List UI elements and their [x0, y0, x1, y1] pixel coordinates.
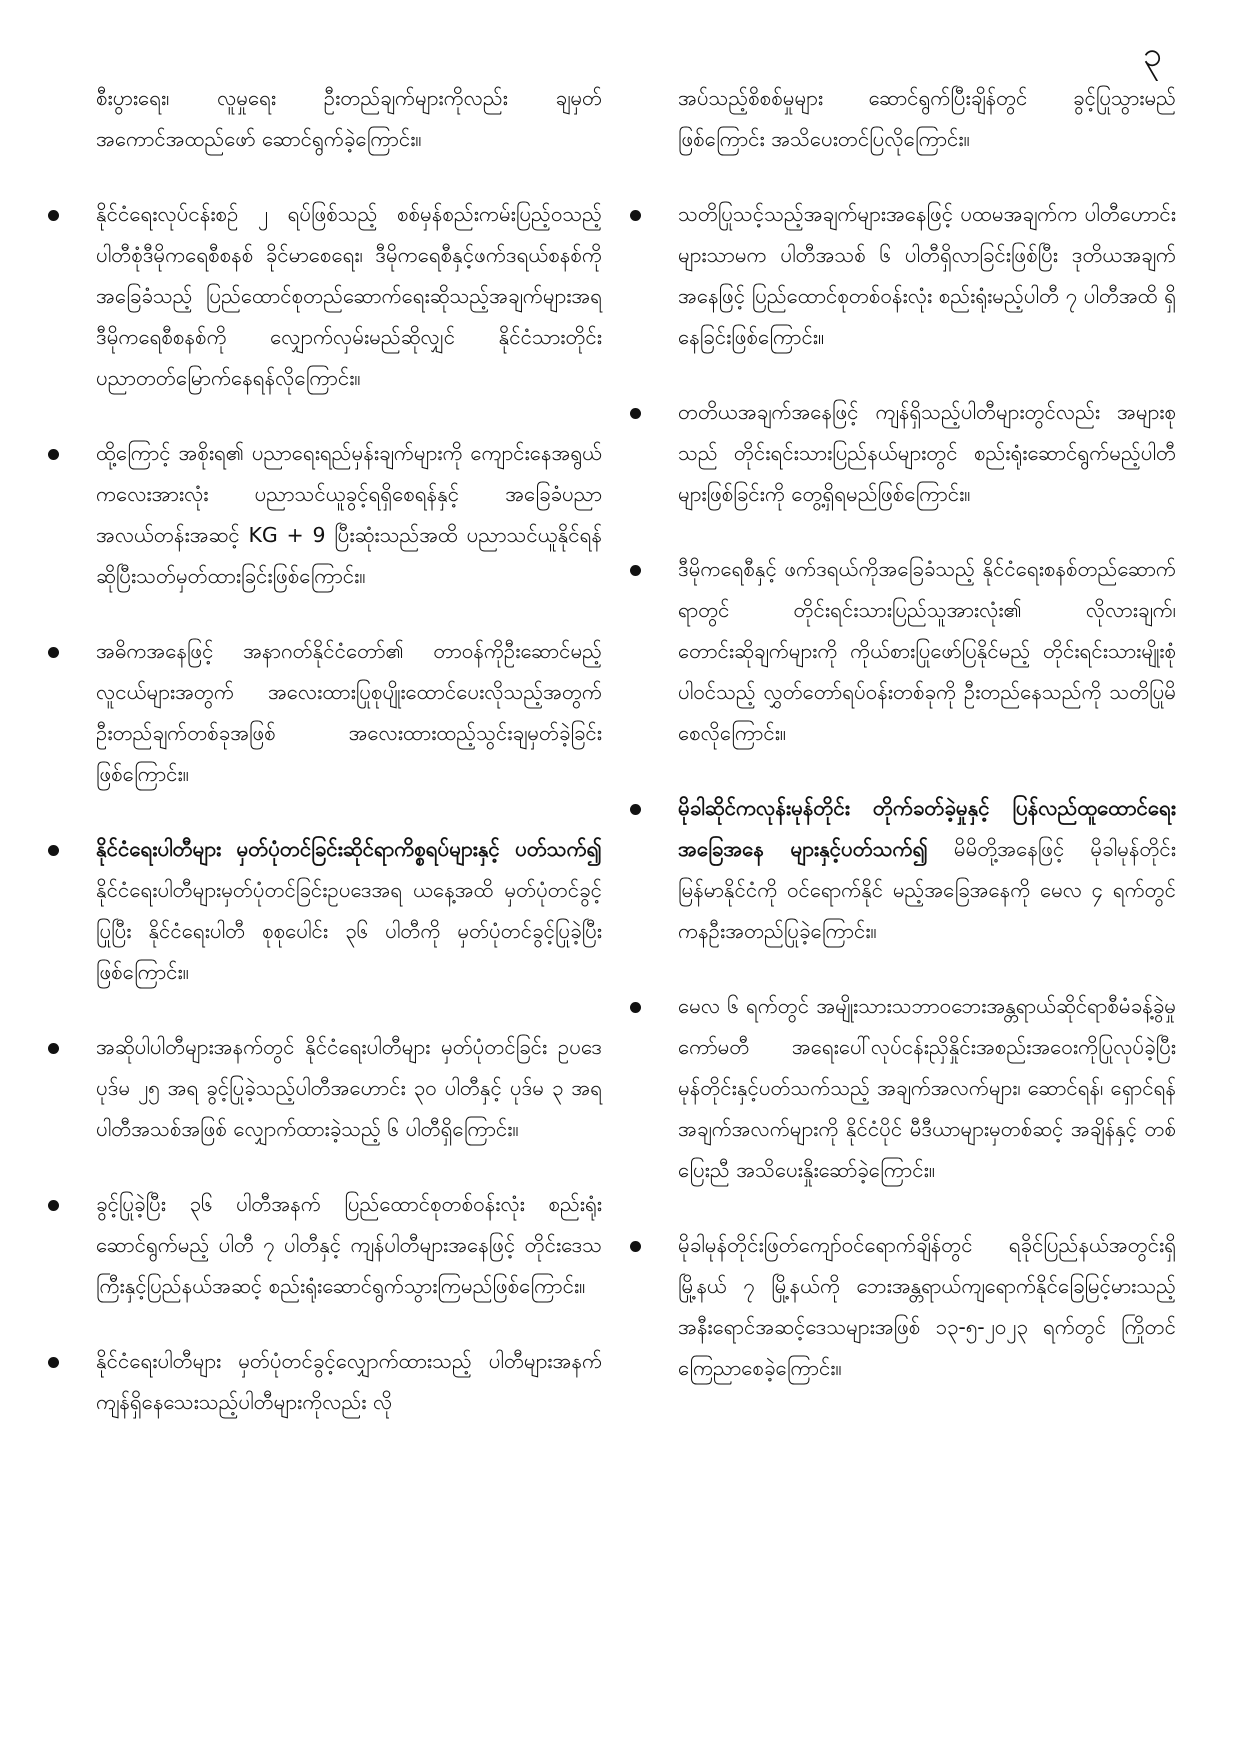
paragraph-text: တတိယအချက်အနေဖြင့် ကျန်ရှိသည့်ပါတီများတွင်လည်း အများစုသည် တိုင်းရင်းသားပြည်နယ်များတွင် စည်းရုံးဆောင်ရွက်မည့်ပါတီများဖြစ်ခြင်းကို တွေ့ရှိရမည်ဖြစ်ကြောင်း။	[678, 400, 1176, 506]
paragraph-text: အပ်သည့်စိစစ်မှုများ ဆောင်ရွက်ပြီးချိန်တွင် ခွင့်ပြုသွားမည်ဖြစ်ကြောင်း အသိပေးတင်ပြလိုကြောင်း။	[678, 86, 1176, 151]
bullet-icon	[630, 565, 641, 576]
paragraph-text: မိမိတို့အနေဖြင့် မိုခါမုန်တိုင်း မြန်မာနိုင်ငံကို ဝင်ရောက်နိုင် မည့်အခြေအနေကို မေလ ၄ ရက်တွင် ကနဦးအတည်ပြုခဲ့ကြောင်း။	[678, 837, 1176, 943]
paragraph-text: နိုင်ငံရေးလုပ်ငန်းစဉ် ၂ ရပ်ဖြစ်သည့် စစ်မှန်စည်းကမ်းပြည့်ဝသည့် ပါတီစုံဒီမိုကရေစီစနစ် ခိုင်မာစေရေး၊ ဒီမိုကရေစီနှင့်ဖက်ဒရယ်စနစ်ကိုအခြေခံသည့် ပြည်ထောင်စုတည်ဆောက်ရေးဆိုသည့်အချက်များအရ ဒီမိုကရေစီစနစ်ကို လျှောက်လှမ်းမည်ဆိုလျှင် နိုင်ငံသားတိုင်းပညာတတ်မြောက်နေရန်လိုကြောင်း။	[96, 202, 602, 390]
paragraph	[62, 78, 602, 160]
paragraph-heading: နိုင်ငံရေးပါတီများ မှတ်ပုံတင်ခြင်းဆိုင်ရာကိစ္စရပ်များနှင့် ပတ်သက်၍	[96, 837, 602, 861]
paragraph	[644, 392, 1176, 515]
bullet-icon	[48, 449, 59, 460]
bullet-icon	[48, 647, 59, 658]
paragraph-text: သတိပြုသင့်သည့်အချက်များအနေဖြင့် ပထမအချက်က ပါတီဟောင်းများသာမက ပါတီအသစ် ၆ ပါတီရှိလာခြင်းဖြစ်ပြီး ဒုတိယအချက်အနေဖြင့် ပြည်ထောင်စုတစ်ဝန်းလုံး စည်းရုံးမည့်ပါတီ ၇ ပါတီအထိ ရှိနေခြင်းဖြစ်ကြောင်း။	[678, 202, 1176, 349]
left-column	[62, 78, 602, 1718]
paragraph-text: နိုင်ငံရေးပါတီများမှတ်ပုံတင်ခြင်းဥပဒေအရ ယနေ့အထိ မှတ်ပုံတင်ခွင့်ပြုပြီး နိုင်ငံရေးပါတီ စုစုပေါင်း ၃၆ ပါတီကို မှတ်ပုံတင်ခွင့်ပြုခဲ့ပြီးဖြစ်ကြောင်း။	[96, 878, 602, 984]
paragraph-text: မိုခါမုန်တိုင်းဖြတ်ကျော်ဝင်ရောက်ချိန်တွင် ရခိုင်ပြည်နယ်အတွင်းရှိ မြို့နယ် ၇ မြို့နယ်ကို ဘေးအန္တရာယ်ကျရောက်နိုင်ခြေမြင့်မားသည့် အနီးရောင်အဆင့်ဒေသများအဖြစ် ၁၃-၅-၂၀၂၃ ရက်တွင် ကြိုတင်ကြေညာစေခဲ့ကြောင်း။	[678, 1233, 1176, 1380]
paragraph	[62, 1341, 602, 1423]
paragraph	[644, 549, 1176, 754]
paragraph	[644, 194, 1176, 358]
bullet-icon	[630, 804, 641, 815]
paragraph	[644, 788, 1176, 952]
paragraph	[644, 1225, 1176, 1389]
bullet-icon	[630, 1002, 641, 1013]
bullet-icon	[48, 1357, 59, 1368]
paragraph-text: ဒီမိုကရေစီနှင့် ဖက်ဒရယ်ကိုအခြေခံသည့် နိုင်ငံရေးစနစ်တည်ဆောက်ရာတွင် တိုင်းရင်းသားပြည်သူအားလုံး၏ လိုလားချက်၊ တောင်းဆိုချက်များကို ကိုယ်စားပြုဖော်ပြနိုင်မည့် တိုင်းရင်းသားမျိုးစုံပါဝင်သည့် လွှတ်တော်ရပ်ဝန်းတစ်ခုကို ဦးတည်နေသည်ကို သတိပြုမိစေလိုကြောင်း။	[678, 557, 1176, 745]
paragraph	[644, 78, 1176, 160]
paragraph-heading: မိုခါဆိုင်ကလုန်းမုန်တိုင်း တိုက်ခတ်ခဲ့မှုနှင့် ပြန်လည်ထူထောင်ရေးအခြေအနေ များနှင့်ပတ်သက်၍	[678, 796, 1176, 861]
two-column-body	[62, 78, 1176, 1718]
right-column	[644, 78, 1176, 1718]
paragraph	[62, 631, 602, 795]
paragraph	[62, 1027, 602, 1150]
paragraph-text: အဆိုပါပါတီများအနက်တွင် နိုင်ငံရေးပါတီများ မှတ်ပုံတင်ခြင်း ဥပဒေပုဒ်မ ၂၅ အရ ခွင့်ပြုခဲ့သည့်ပါတီအဟောင်း ၃၀ ပါတီနှင့် ပုဒ်မ ၃ အရ ပါတီအသစ်အဖြစ် လျှောက်ထားခဲ့သည့် ၆ ပါတီရှိကြောင်း။	[96, 1035, 602, 1141]
bullet-icon	[630, 210, 641, 221]
paragraph	[644, 986, 1176, 1191]
paragraph	[62, 1184, 602, 1307]
paragraph-text: စီးပွားရေး၊ လူမှုရေး ဦးတည်ချက်များကိုလည်း ချမှတ်အကောင်အထည်ဖော် ဆောင်ရွက်ခဲ့ကြောင်း။	[96, 86, 602, 151]
paragraph-text: နိုင်ငံရေးပါတီများ မှတ်ပုံတင်ခွင့်လျှောက်ထားသည့် ပါတီများအနက် ကျန်ရှိနေသေးသည့်ပါတီများကိုလည်း လို	[96, 1349, 602, 1414]
bullet-icon	[48, 210, 59, 221]
paragraph	[62, 829, 602, 993]
bullet-icon	[630, 408, 641, 419]
bullet-icon	[48, 1200, 59, 1211]
paragraph	[62, 194, 602, 399]
paragraph	[62, 433, 602, 597]
bullet-icon	[48, 845, 59, 856]
bullet-icon	[630, 1241, 641, 1252]
paragraph-text: မေလ ၆ ရက်တွင် အမျိုးသားသဘာဝဘေးအန္တရာယ်ဆိုင်ရာစီမံခန့်ခွဲမှုကော်မတီ အရေးပေါ်လုပ်ငန်းညှိနှိုင်းအစည်းအဝေးကိုပြုလုပ်ခဲ့ပြီး မုန်တိုင်းနှင့်ပတ်သက်သည့် အချက်အလက်များ၊ ဆောင်ရန်၊ ရှောင်ရန် အချက်အလက်များကို နိုင်ငံပိုင် မီဒီယာများမှတစ်ဆင့် အချိန်နှင့် တစ်ပြေးညီ အသိပေးနှိုးဆော်ခဲ့ကြောင်း။	[678, 994, 1176, 1182]
paragraph-text: ခွင့်ပြုခဲ့ပြီး ၃၆ ပါတီအနက် ပြည်ထောင်စုတစ်ဝန်းလုံး စည်းရုံးဆောင်ရွက်မည့် ပါတီ ၇ ပါတီနှင့် ကျန်ပါတီများအနေဖြင့် တိုင်းဒေသကြီးနှင့်ပြည်နယ်အဆင့် စည်းရုံးဆောင်ရွက်သွားကြမည်ဖြစ်ကြောင်း။	[96, 1192, 602, 1298]
page-number: ၃	[1142, 35, 1162, 75]
bullet-icon	[48, 1043, 59, 1054]
paragraph-text: အဓိကအနေဖြင့် အနာဂတ်နိုင်ငံတော်၏ တာဝန်ကိုဦးဆောင်မည့် လူငယ်များအတွက် အလေးထားပြုစုပျိုးထောင်ပေးလိုသည့်အတွက် ဦးတည်ချက်တစ်ခုအဖြစ် အလေးထားထည့်သွင်းချမှတ်ခဲ့ခြင်းဖြစ်ကြောင်း။	[96, 639, 602, 786]
paragraph-text: ထို့ကြောင့် အစိုးရ၏ ပညာရေးရည်မှန်းချက်များကို ကျောင်းနေအရွယ် ကလေးအားလုံး ပညာသင်ယူခွင့်ရရှိစေရန်နှင့် အခြေခံပညာအလယ်တန်းအဆင့် KG + 9 ပြီးဆုံးသည်အထိ ပညာသင်ယူနိုင်ရန်ဆိုပြီးသတ်မှတ်ထားခြင်းဖြစ်ကြောင်း။	[96, 441, 602, 588]
